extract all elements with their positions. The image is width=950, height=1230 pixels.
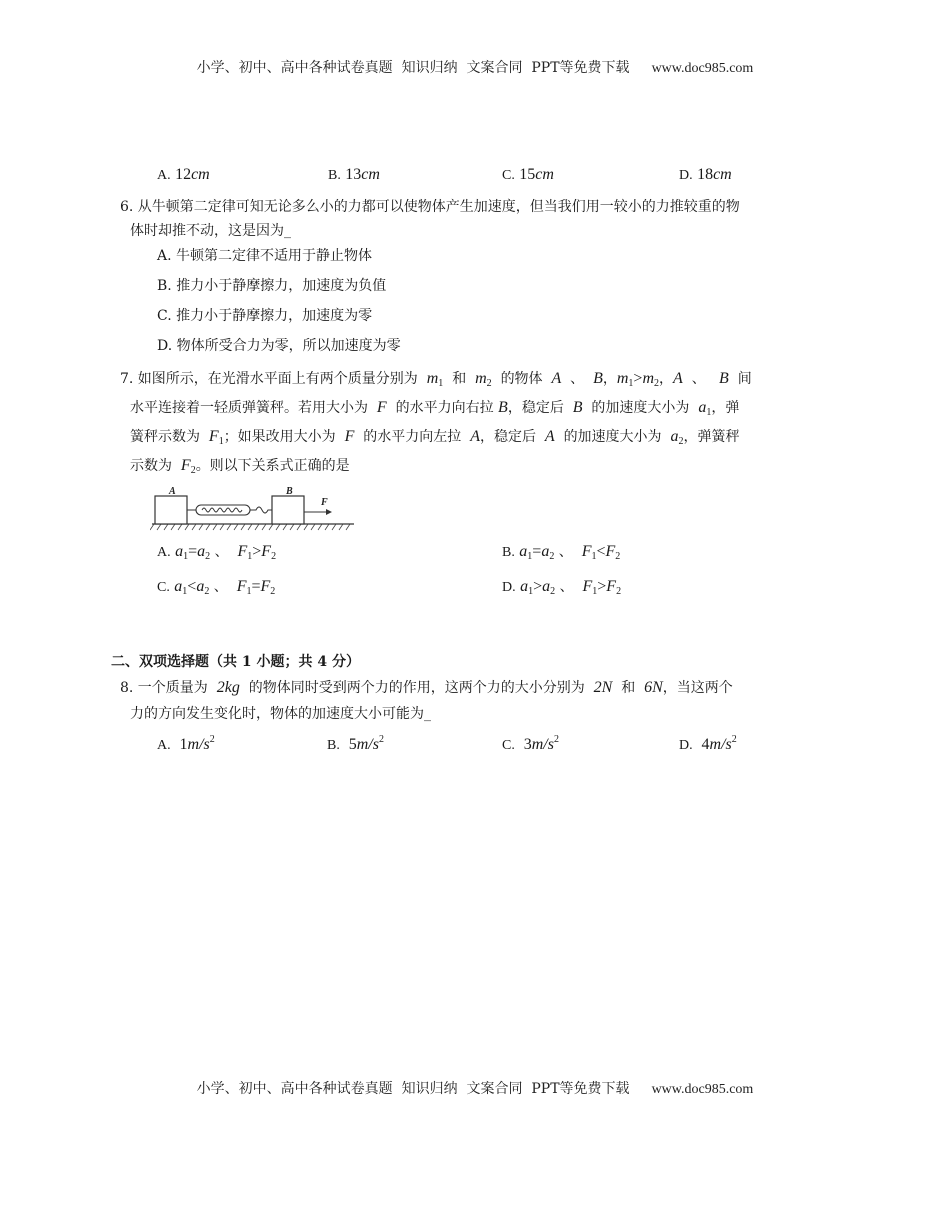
q5-option-c[interactable]: C. 15cm: [502, 166, 554, 183]
q8-option-a[interactable]: A. $1m/s^2$: [157, 734, 215, 753]
block-a-label: A: [169, 486, 176, 497]
q7-option-d[interactable]: D. $a_1>a_2$ 、 $F_1>F_2$: [502, 578, 622, 597]
q7-option-b[interactable]: B. $a_1=a_2$ 、 $F_1<F_2$: [502, 543, 621, 562]
header-text: 小学、初中、高中各种试卷真题 知识归纳 文案合同 PPT等免费下载: [196, 60, 630, 76]
block-b: [272, 496, 304, 524]
q8-option-c[interactable]: C. $3m/s^2$: [502, 734, 559, 753]
block-a: [155, 496, 187, 524]
q5-option-b[interactable]: B. 13cm: [328, 166, 380, 183]
q7-option-a[interactable]: A. $a_1=a_2$ 、 $F_1>F_2$: [157, 543, 277, 562]
q7-option-c[interactable]: C. $a_1<a_2$ 、 $F_1=F_2$: [157, 578, 276, 597]
q6-option-d[interactable]: D. 物体所受合力为零，所以加速度为零: [157, 338, 401, 354]
q7-spring-figure: [150, 483, 356, 533]
section-2-title: 二、双项选择题（共 1 小题；共 4 分）: [111, 654, 360, 670]
q7-stem-line2: 水平连接着一轻质弹簧秤。若用大小为 F 的水平力向右拉 B，稳定后 B 的加速度大小为 $a_1$，弹: [130, 399, 740, 418]
q6-option-c[interactable]: C. 推力小于静摩擦力，加速度为零: [157, 308, 373, 324]
header-url[interactable]: www.doc985.com: [651, 61, 754, 76]
q7-stem-line4: 示数为 $F_2$。则以下关系式正确的是: [130, 457, 350, 476]
force-label: F: [321, 497, 328, 508]
q5-option-a[interactable]: A. 12cm: [157, 166, 210, 183]
page-footer: [0, 1078, 950, 1098]
q6-option-b[interactable]: B. 推力小于静摩擦力，加速度为负值: [157, 278, 387, 294]
q5-option-d[interactable]: D. 18cm: [679, 166, 732, 183]
q6-stem-line1: 6. 从牛顿第二定律可知无论多么小的力都可以使物体产生加速度，但当我们用一较小的力推较重的物: [120, 199, 740, 215]
q8-stem-line2: 力的方向发生变化时，物体的加速度大小可能为_: [130, 706, 431, 722]
footer-text: 小学、初中、高中各种试卷真题 知识归纳 文案合同 PPT等免费下载: [196, 1081, 630, 1097]
page-header: [0, 57, 950, 77]
footer-url[interactable]: www.doc985.com: [651, 1082, 754, 1097]
ground-hatch: [150, 524, 350, 530]
q6-stem-line2: 体时却推不动，这是因为_: [130, 223, 291, 239]
q7-stem-line3: 簧秤示数为 $F_1$；如果改用大小为 F 的水平力向左拉 A，稳定后 A 的加速度大小为 $a_2$，弹簧秤: [130, 428, 740, 447]
q8-option-b[interactable]: B. $5m/s^2$: [327, 734, 384, 753]
q8-stem-line1: 8. 一个质量为 2kg 的物体同时受到两个力的作用，这两个力的大小分别为 2N 和 6N，当这两个: [120, 679, 733, 696]
q7-stem-line1: 7. 如图所示，在光滑水平面上有两个质量分别为 $m_1$ 和 $m_2$ 的物体 A 、 B，$m_1>m_2$，A 、 B 间: [120, 370, 752, 389]
block-b-label: B: [286, 486, 293, 497]
q8-option-d[interactable]: D. $4m/s^2$: [679, 734, 737, 753]
q6-option-a[interactable]: A. 牛顿第二定律不适用于静止物体: [157, 248, 373, 264]
